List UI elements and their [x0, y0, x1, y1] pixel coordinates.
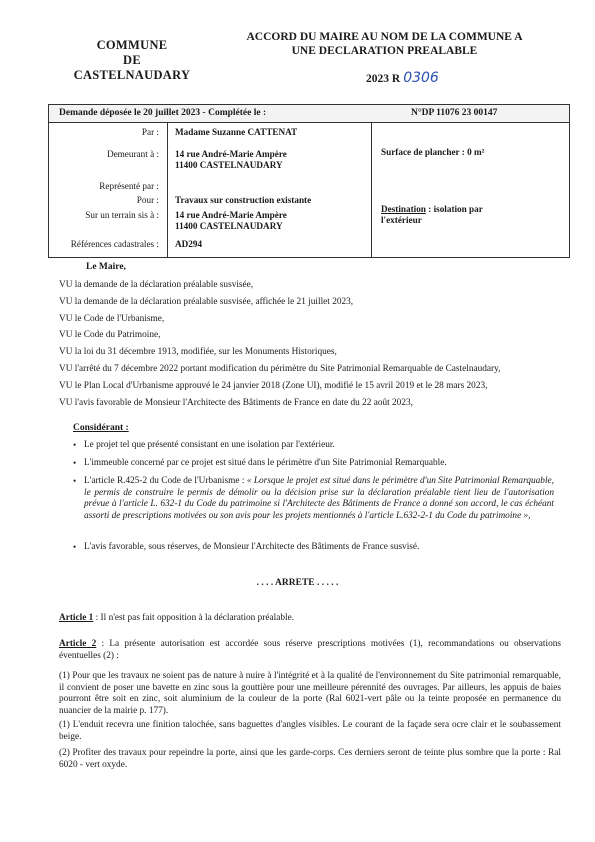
article-1 [59, 613, 561, 625]
bullet-icon: • [73, 476, 77, 486]
field-label: Sur un terrain sis à : [85, 210, 159, 220]
considerant-item: Le projet tel que présenté consistant en une isolation par l'extérieur. [84, 440, 335, 450]
vu-list [59, 277, 569, 411]
accord-title-line: UNE DECLARATION PREALABLE [291, 45, 478, 57]
field-value [175, 210, 287, 232]
considerant-item: L'avis favorable, sous réserves, de Monsieur l'Architecte des Bâtiments de France susvisé. [84, 542, 420, 552]
considerant-item [84, 476, 554, 522]
vu-item: VU l'avis favorable de Monsieur l'Architecte des Bâtiments de France en date du 22 août 2023, [59, 397, 413, 408]
arrete-title: . . . . ARRETE . . . . . [256, 578, 339, 588]
field-value: AD294 [175, 239, 203, 249]
vu-item: VU la demande de la déclaration préalable susvisée, [59, 280, 254, 290]
considerant-text: L'article R.425-2 du Code de l'Urbanisme : [84, 476, 247, 486]
destination-label: Destination [381, 204, 426, 214]
column-divider [371, 122, 372, 257]
address-line: 14 rue André-Marie Ampère [175, 149, 287, 159]
field-value: Madame Suzanne CATTENAT [175, 127, 298, 137]
dossier-number: N°DP 11076 23 00147 [411, 108, 498, 118]
vu-item: VU la loi du 31 décembre 1913, modifiée, sur les Monuments Historiques, [59, 347, 337, 358]
le-maire: Le Maire, [86, 262, 126, 272]
column-divider [167, 122, 168, 257]
field-value [175, 149, 287, 171]
field-label: Représenté par : [99, 181, 159, 191]
bullet-icon: • [73, 440, 77, 450]
considerant-title: Considérant : [73, 423, 129, 433]
field-label: Références cadastrales : [70, 239, 159, 249]
address-line: 14 rue André-Marie Ampère [175, 210, 287, 220]
vu-item: VU le Code du Patrimoine, [59, 330, 161, 341]
accord-title [212, 30, 557, 58]
field-label: Par : [141, 127, 159, 137]
address-line: 11400 CASTELNAUDARY [175, 160, 283, 170]
commune-line: COMMUNE [96, 38, 168, 52]
demande-date: Demande déposée le 20 juillet 2023 - Complétée le : [59, 108, 267, 118]
field-value: Travaux sur construction existante [175, 195, 312, 205]
commune-line: DE [123, 53, 141, 67]
vu-item: VU la demande de la déclaration préalable susvisée, affichée le 21 juillet 2023, [59, 296, 354, 307]
considerant-quote: « Lorsque le projet est situé dans le périmètre d'un Site Patrimonial Remarquable, le permis de construire le permis de démolir ou la décision prise sur la déclaration préalable tient lieu de l'autorisation prévue à l'article L. 632-1 du Code du patrimoine si l'Architecte des Bâtiments de France a donné son accord, le cas échéant assorti de prescriptions motivées ou son avis pour les projets mentionnés à l'article L.632-2-1 du Code du patrimoine », [84, 476, 554, 521]
recommendation-paragraph: (2) Profiter des travaux pour repeindre la porte, ainsi que les garde-corps. Ces derniers seront de teinte plus sombre que la porte : Ral 6020 - vert oxyde. [59, 748, 561, 770]
destination-value-line2: l'extérieur [381, 215, 422, 225]
commune-line: CASTELNAUDARY [73, 68, 191, 82]
vu-item: VU le Plan Local d'Urbanisme approuvé le 24 janvier 2018 (Zone UI), modifié le 15 avril 2019 et le 28 mars 2023, [59, 380, 488, 391]
commune-block [62, 38, 202, 83]
form-header-row [49, 105, 569, 123]
arrete-handwritten-number: 0306 [403, 70, 439, 86]
article-2 [59, 639, 561, 662]
considerant-item: L'immeuble concerné par ce projet est situé dans le périmètre d'un Site Patrimonial Remarquable. [84, 458, 447, 468]
bullet-icon: • [73, 458, 77, 468]
address-line: 11400 CASTELNAUDARY [175, 221, 283, 231]
article-text: : La présente autorisation est accordée sous réserve prescriptions motivées (1), recommandations ou observations éventuelles (2) : [59, 639, 561, 661]
article-text: : Il n'est pas fait opposition à la déclaration préalable. [93, 613, 295, 623]
surface-plancher: Surface de plancher : 0 m² [381, 147, 485, 157]
vu-item: VU le Code de l'Urbanisme, [59, 313, 165, 324]
vu-item: VU l'arrêté du 7 décembre 2022 portant modification du périmètre du Site Patrimonial Remarquable de Castelnaudary, [59, 363, 501, 374]
destination [381, 204, 561, 226]
article-label: Article 1 [59, 613, 94, 623]
bullet-icon: • [73, 542, 77, 552]
arrete-prefix: 2023 R [366, 73, 401, 85]
prescription-paragraph: (1) Pour que les travaux ne soient pas de nature à nuire à l'intégrité et à la qualité de l'environnement du Site patrimonial remarquable, il convient de poser une bavette en zinc sous la gouttière pour une meilleure pérennité des ouvrages. Par ailleurs, les appuis de baies pourront être soit en zinc, soit aluminium de la couleur de la porte (Ral 6021-vert pâle ou la teinte proposée en permanence du nuancier de la mairie p. 177). [59, 671, 561, 716]
article-label: Article 2 [59, 639, 97, 649]
field-label: Pour : [136, 195, 159, 205]
accord-title-line: ACCORD DU MAIRE AU NOM DE LA COMMUNE A [246, 31, 523, 43]
application-form-box [48, 104, 570, 258]
field-label: Demeurant à : [106, 149, 159, 159]
destination-value: : isolation par [428, 204, 483, 214]
prescription-paragraph: (1) L'enduit recevra une finition talochée, sans baguettes d'angles visibles. Le courant de la façade sera ocre clair et le soubassement beige. [59, 720, 561, 742]
arrete-number [366, 70, 439, 86]
